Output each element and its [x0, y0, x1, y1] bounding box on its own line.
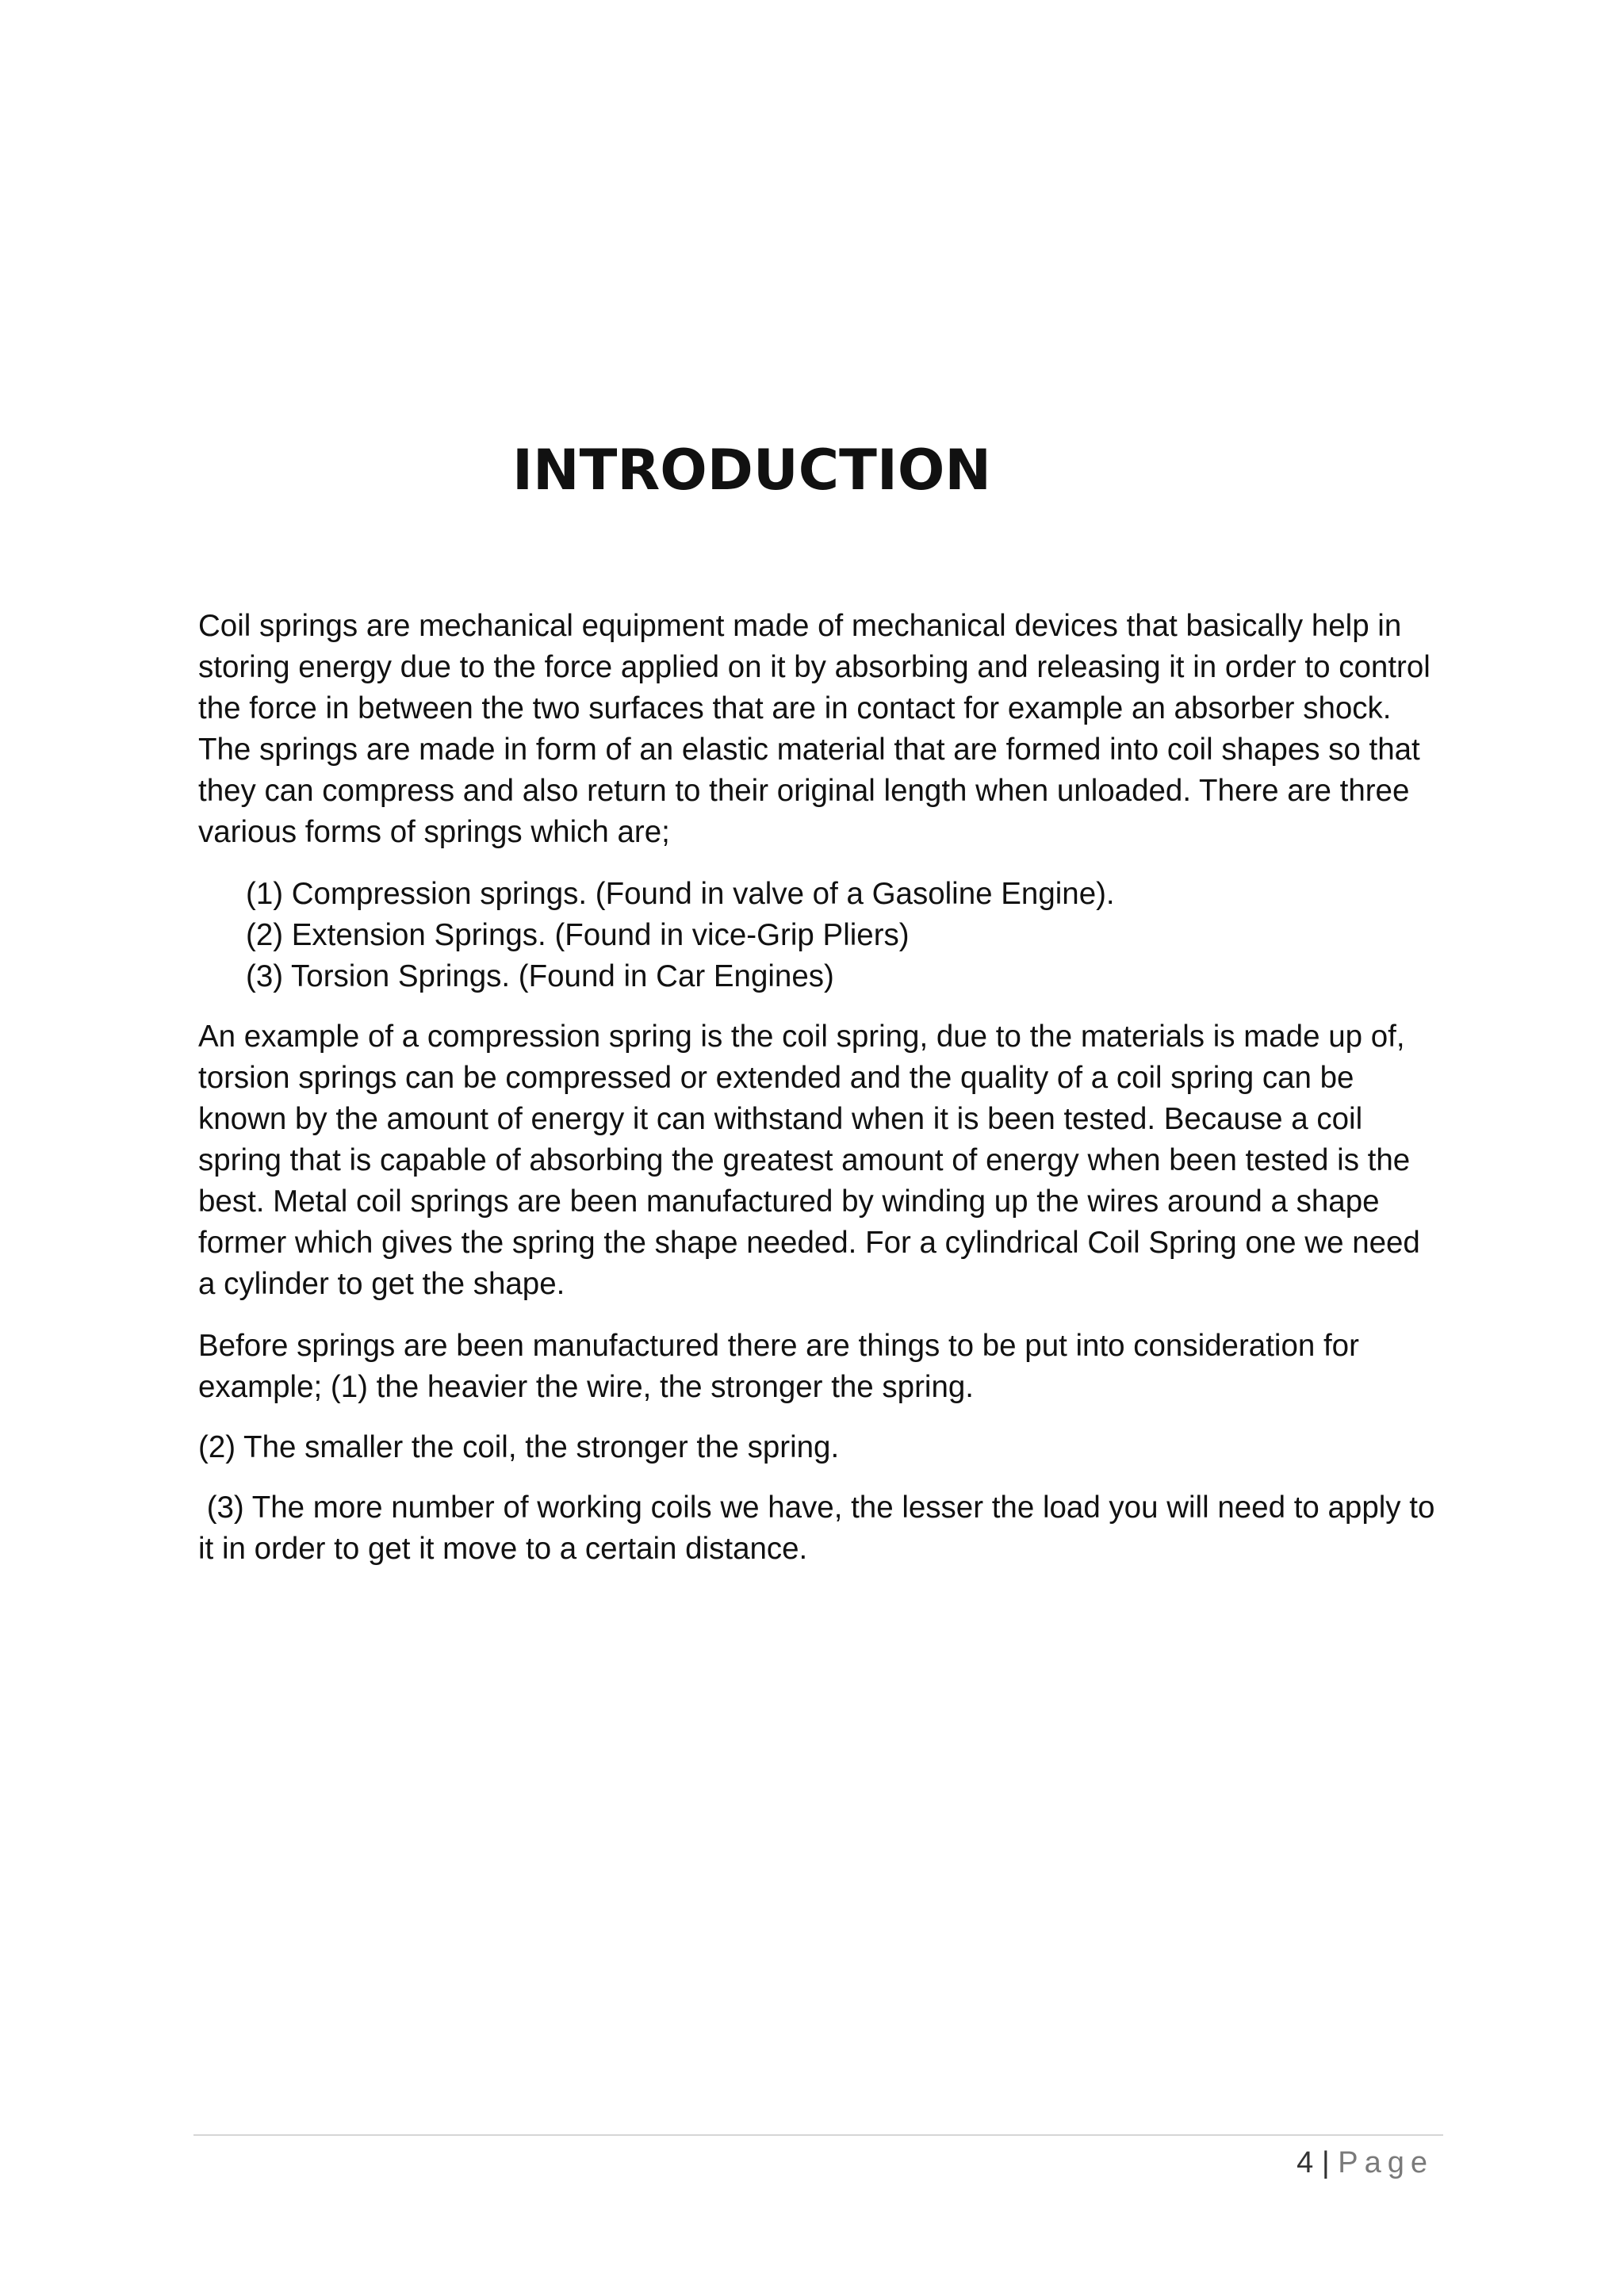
- paragraph-working-coils: (3) The more number of working coils we have, the lesser the load you will need to apply to it in order to get it move to a certain distance.: [198, 1490, 1444, 1566]
- list-item: (2) Extension Springs. (Found in vice-Grip Pliers): [246, 918, 910, 952]
- list-item: (3) Torsion Springs. (Found in Car Engines): [246, 959, 834, 993]
- spring-types-list: [198, 874, 1435, 997]
- footer-separator: |: [1321, 2146, 1330, 2179]
- page-title: INTRODUCTION: [512, 438, 991, 503]
- paragraph-intro: Coil springs are mechanical equipment made of mechanical devices that basically help in storing energy due to the force applied on it by absorbing and releasing it in order to control the force in between the two surfaces that are in contact for example an absorber shock. The springs are made in form of an elastic material that are formed into coil shapes so that they can compress and also return to their original length when unloaded. There are three various forms of springs which are;: [198, 609, 1431, 849]
- footer-divider: [193, 2134, 1443, 2136]
- paragraph-considerations: Before springs are been manufactured there are things to be put into consideration for example; (1) the heavier the wire, the stronger the spring.: [198, 1329, 1359, 1404]
- page-footer: [1297, 2144, 1434, 2182]
- list-item: (1) Compression springs. (Found in valve of a Gasoline Engine).: [246, 877, 1115, 911]
- page-number: 4: [1297, 2146, 1314, 2179]
- document-body: [198, 606, 1444, 1590]
- paragraph-coil-size: (2) The smaller the coil, the stronger the spring.: [198, 1430, 840, 1464]
- page-label: Page: [1338, 2146, 1434, 2179]
- paragraph-example: An example of a compression spring is the coil spring, due to the materials is made up of, torsion springs can be compressed or extended and the quality of a coil spring can be known by the amount of energy it can withstand when it is been tested. Because a coil spring that is capable of absorbing the greatest amount of energy when been tested is the best. Metal coil springs are been manufactured by winding up the wires around a shape former which gives the spring the shape needed. For a cylindrical Coil Spring one we need a cylinder to get the shape.: [198, 1020, 1420, 1301]
